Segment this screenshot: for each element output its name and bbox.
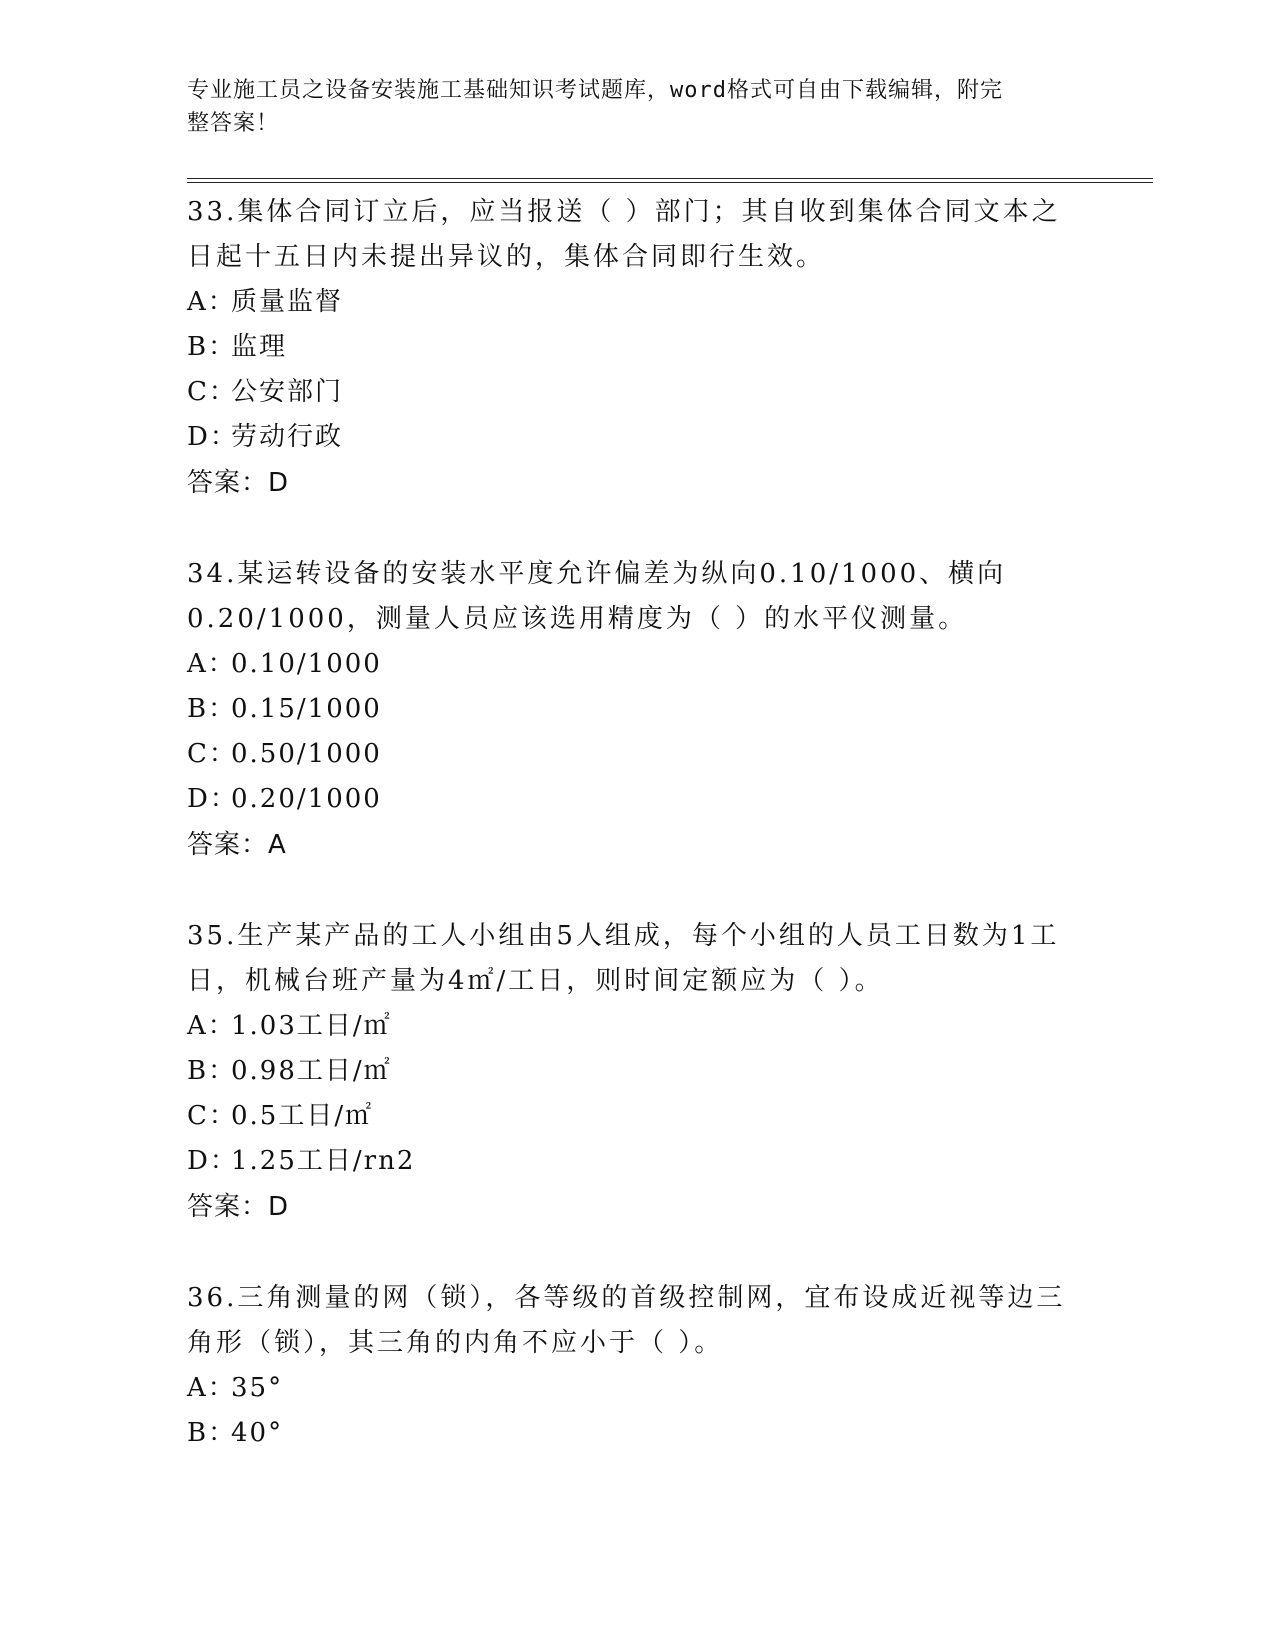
question-33 (187, 190, 1087, 506)
question-36 (187, 1276, 1087, 1456)
answer-line: 答案：D (187, 1192, 290, 1222)
option-key: B： (187, 694, 237, 724)
header-line-2: 整答案！ (187, 111, 280, 136)
option-key: C： (187, 377, 237, 407)
answer-line: 答案：D (187, 468, 290, 498)
header-divider-bottom (187, 182, 1153, 183)
option-a (187, 1004, 1087, 1049)
option-value: 劳动行政 (231, 422, 344, 452)
option-value: 0.20/1000 (231, 784, 382, 814)
option-key: C： (187, 1101, 237, 1131)
header-divider-top (187, 178, 1153, 179)
option-key: C： (187, 739, 237, 769)
option-d (187, 1139, 1087, 1184)
option-b (187, 687, 1087, 732)
answer-line: 答案：A (187, 830, 287, 860)
option-value: 1.25工日/rn2 (231, 1146, 416, 1176)
question-text: 35.生产某产品的工人小组由5人组成，每个小组的人员工日数为1工日，机械台班产量为4㎡/工日，则时间定额应为（ ）。 (187, 921, 1060, 996)
option-key: D： (187, 422, 238, 452)
option-value: 40° (231, 1418, 284, 1448)
header-line-1: 专业施工员之设备安装施工基础知识考试题库，word格式可自由下载编辑，附完 (187, 78, 1003, 103)
option-value: 公安部门 (231, 377, 344, 407)
option-value: 1.03工日/㎡ (231, 1011, 392, 1041)
question-34 (187, 552, 1087, 868)
option-key: B： (187, 332, 237, 362)
option-value: 35° (231, 1373, 284, 1403)
option-value: 监理 (231, 332, 288, 362)
option-d (187, 777, 1087, 822)
option-a (187, 642, 1087, 687)
option-d (187, 415, 1087, 460)
option-value: 0.15/1000 (231, 694, 382, 724)
option-value: 0.50/1000 (231, 739, 382, 769)
option-value: 0.98工日/㎡ (231, 1056, 392, 1086)
option-key: A： (187, 649, 236, 679)
option-a (187, 1366, 1087, 1411)
option-c (187, 1094, 1087, 1139)
option-key: A： (187, 1373, 236, 1403)
option-key: B： (187, 1418, 237, 1448)
option-value: 0.5工日/㎡ (231, 1101, 374, 1131)
question-text: 34.某运转设备的安装水平度允许偏差为纵向0.10/1000、横向0.20/1000，测量人员应该选用精度为（ ）的水平仪测量。 (187, 559, 1007, 634)
option-key: D： (187, 1146, 238, 1176)
option-b (187, 325, 1087, 370)
option-key: D： (187, 784, 238, 814)
question-text: 33.集体合同订立后，应当报送（ ）部门；其自收到集体合同文本之日起十五日内未提出异议的，集体合同即行生效。 (187, 197, 1061, 272)
question-list (187, 190, 1087, 1502)
option-value: 0.10/1000 (231, 649, 382, 679)
option-key: A： (187, 1011, 236, 1041)
option-key: A： (187, 287, 236, 317)
question-text: 36.三角测量的网（锁），各等级的首级控制网，宜布设成近视等边三角形（锁），其三角的内角不应小于（ ）。 (187, 1283, 1066, 1358)
option-a (187, 280, 1087, 325)
option-c (187, 732, 1087, 777)
option-c (187, 370, 1087, 415)
document-header (187, 74, 1067, 140)
option-value: 质量监督 (231, 287, 344, 317)
option-b (187, 1411, 1087, 1456)
question-35 (187, 914, 1087, 1230)
option-key: B： (187, 1056, 237, 1086)
option-b (187, 1049, 1087, 1094)
